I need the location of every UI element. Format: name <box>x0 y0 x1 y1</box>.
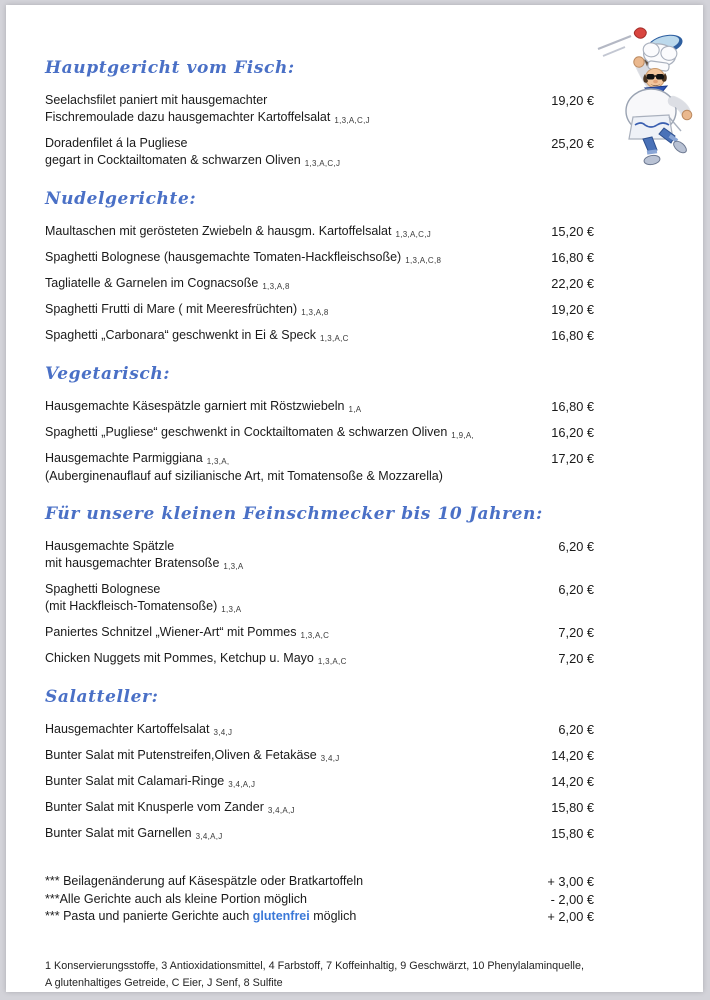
menu-item <box>45 249 594 267</box>
menu-item-line <box>45 468 539 485</box>
menu-item-lines <box>45 327 539 345</box>
allergen-codes: 1,3,A,C,J <box>395 230 432 239</box>
menu-item-line <box>45 424 539 442</box>
menu-item-price: 17,20 € <box>551 451 594 466</box>
legend-line-1: 1 Konservierungsstoffe, 3 Antioxidationsmittel, 4 Farbstoff, 7 Koffeinhaltig, 9 Geschwärzt, 10 Phenylalaminquelle, <box>45 959 584 972</box>
menu-item-price: 16,80 € <box>551 250 594 265</box>
menu-item <box>45 135 594 170</box>
note-text <box>45 908 356 926</box>
menu-item <box>45 747 594 765</box>
menu-item <box>45 773 594 791</box>
menu-page <box>6 5 703 992</box>
note-price: + 2,00 € <box>547 909 594 924</box>
menu-item-price: 6,20 € <box>558 539 594 554</box>
menu-item-lines <box>45 450 539 485</box>
menu-item-line <box>45 650 546 668</box>
menu-item-text: Bunter Salat mit Calamari-Ringe <box>45 774 225 788</box>
note-row <box>45 873 594 891</box>
menu-item-line <box>45 109 539 127</box>
section-title: Vegetarisch: <box>45 364 171 384</box>
allergen-codes: 3,4,A,J <box>228 780 256 789</box>
menu-item-text: (mit Hackfleisch-Tomatensoße) <box>45 599 218 613</box>
menu-section <box>45 57 594 170</box>
menu-item-price: 7,20 € <box>558 651 594 666</box>
menu-item-price: 19,20 € <box>551 93 594 108</box>
menu-item-price: 22,20 € <box>551 276 594 291</box>
menu-item-text: Bunter Salat mit Putenstreifen,Oliven & Fetakäse <box>45 748 317 762</box>
menu-section <box>45 503 594 668</box>
menu-item-text: Hausgemachte Parmiggiana <box>45 451 203 465</box>
menu-item <box>45 301 594 319</box>
allergen-codes: 1,3,A <box>223 562 244 571</box>
menu-item <box>45 424 594 442</box>
section-title: Hauptgericht vom Fisch: <box>45 58 295 78</box>
menu-item-line <box>45 773 539 791</box>
menu-item-line <box>45 450 539 468</box>
allergen-codes: 1,3,A,C,J <box>304 159 341 168</box>
menu-item-text: Spaghetti Bolognese <box>45 582 161 596</box>
motion-lines-icon <box>598 36 631 56</box>
menu-item-line <box>45 538 546 555</box>
menu-item-text: Spaghetti „Pugliese“ geschwenkt in Cocktailtomaten & schwarzen Oliven <box>45 425 448 439</box>
menu-item <box>45 450 594 485</box>
menu-item-lines <box>45 825 539 843</box>
note-row <box>45 891 594 909</box>
menu-item-line <box>45 327 539 345</box>
menu-item-line <box>45 301 539 319</box>
menu-item-lines <box>45 92 539 127</box>
menu-item <box>45 275 594 293</box>
allergen-codes: 3,4,A,J <box>267 806 295 815</box>
menu-item-lines <box>45 721 546 739</box>
allergen-codes: 3,4,J <box>213 728 233 737</box>
menu-item-lines <box>45 301 539 319</box>
allergen-codes: 1,9,A, <box>451 431 474 440</box>
flying-food-icon <box>634 28 646 38</box>
sneaker-icon <box>672 139 689 155</box>
menu-item-line <box>45 398 539 416</box>
chef-hand <box>634 57 644 67</box>
menu-item-price: 14,20 € <box>551 748 594 763</box>
note-price: + 3,00 € <box>547 874 594 889</box>
menu-item-lines <box>45 223 539 241</box>
menu-item-text: Fischremoulade dazu hausgemachter Kartoffelsalat <box>45 110 331 124</box>
menu-item-line <box>45 624 546 642</box>
allergen-codes: 3,4,A,J <box>195 832 223 841</box>
allergen-legend <box>45 958 594 992</box>
menu-item <box>45 799 594 817</box>
section-title: Salatteller: <box>45 687 159 707</box>
section-title: Für unsere kleinen Feinschmecker bis 10 Jahren: <box>45 504 543 524</box>
menu-item-text: Hausgemachte Spätzle <box>45 539 175 553</box>
allergen-codes: 1,3,A,C <box>317 657 347 666</box>
sneaker-icon <box>643 154 660 166</box>
menu-item-lines <box>45 275 539 293</box>
menu-item <box>45 538 594 573</box>
menu-item-text: Maultaschen mit gerösteten Zwiebeln & hausgm. Kartoffelsalat <box>45 224 392 238</box>
menu-item-price: 15,80 € <box>551 826 594 841</box>
menu-section <box>45 686 594 843</box>
menu-item <box>45 223 594 241</box>
section-title: Nudelgerichte: <box>45 189 197 209</box>
menu-item-text: Spaghetti Bolognese (hausgemachte Tomaten-Hackfleischsoße) <box>45 250 402 264</box>
menu-sections <box>45 57 594 843</box>
menu-item-line <box>45 249 539 267</box>
menu-item-line <box>45 275 539 293</box>
legend-line-2: A glutenhaltiges Getreide, C Eier, J Senf, 8 Sulfite <box>45 976 283 989</box>
menu-item-line <box>45 825 539 843</box>
note-text <box>45 891 307 909</box>
note-text <box>45 873 363 891</box>
menu-item-text: (Auberginenauflauf auf sizilianische Art, mit Tomatensoße & Mozzarella) <box>45 469 443 483</box>
menu-item-lines <box>45 538 546 573</box>
note-row <box>45 908 594 926</box>
menu-item-lines <box>45 398 539 416</box>
menu-section <box>45 188 594 345</box>
menu-item <box>45 581 594 616</box>
menu-item-price: 6,20 € <box>558 722 594 737</box>
menu-item-lines <box>45 624 546 642</box>
menu-item-text: Hausgemachte Käsespätzle garniert mit Röstzwiebeln <box>45 399 345 413</box>
menu-item-text: Seelachsfilet paniert mit hausgemachter <box>45 93 268 107</box>
menu-item-line <box>45 799 539 817</box>
menu-item-text: Spaghetti Frutti di Mare ( mit Meeresfrüchten) <box>45 302 298 316</box>
allergen-codes: 1,3,A,C <box>319 334 349 343</box>
menu-item-line <box>45 598 546 616</box>
menu-item <box>45 650 594 668</box>
allergen-codes: 1,3,A,8 <box>262 282 290 291</box>
menu-item <box>45 825 594 843</box>
menu-item-price: 7,20 € <box>558 625 594 640</box>
menu-item-lines <box>45 135 539 170</box>
menu-item-text: Bunter Salat mit Garnellen <box>45 826 192 840</box>
menu-item-text: Spaghetti „Carbonara“ geschwenkt in Ei & Speck <box>45 328 316 342</box>
menu-item-text: mit hausgemachter Bratensoße <box>45 556 220 570</box>
menu-item-price: 25,20 € <box>551 136 594 151</box>
allergen-codes: 3,4,J <box>320 754 340 763</box>
allergen-codes: 1,3,A,C,8 <box>405 256 442 265</box>
menu-item-line <box>45 92 539 109</box>
menu-item-lines <box>45 249 539 267</box>
menu-item-lines <box>45 799 539 817</box>
menu-item-text: Hausgemachter Kartoffelsalat <box>45 722 210 736</box>
menu-item-text: Tagliatelle & Garnelen im Cognacsoße <box>45 276 259 290</box>
note-text-before: *** Pasta und panierte Gerichte auch <box>45 909 253 923</box>
menu-item <box>45 721 594 739</box>
menu-item-line <box>45 223 539 241</box>
note-text-before: *** Beilagenänderung auf Käsespätzle oder Bratkartoffeln <box>45 874 364 888</box>
menu-item-lines <box>45 424 539 442</box>
menu-item-text: Chicken Nuggets mit Pommes, Ketchup u. Mayo <box>45 651 314 665</box>
menu-item-price: 6,20 € <box>558 582 594 597</box>
menu-item-price: 16,20 € <box>551 425 594 440</box>
menu-item <box>45 327 594 345</box>
menu-item-price: 16,80 € <box>551 399 594 414</box>
allergen-codes: 1,3,A,C <box>300 631 330 640</box>
menu-item-text: Paniertes Schnitzel „Wiener-Art“ mit Pommes <box>45 625 297 639</box>
allergen-codes: 1,3,A <box>221 605 242 614</box>
menu-item-line <box>45 581 546 598</box>
allergen-codes: 1,3,A,C,J <box>334 116 370 125</box>
menu-item-text: gegart in Cocktailtomaten & schwarzen Oliven <box>45 153 301 167</box>
menu-item-line <box>45 135 539 152</box>
allergen-codes: 1,3,A, <box>206 457 230 466</box>
note-text-after: möglich <box>309 909 357 923</box>
note-price: - 2,00 € <box>550 891 594 907</box>
menu-item-line <box>45 152 539 170</box>
menu-item <box>45 92 594 127</box>
menu-item-price: 15,80 € <box>551 800 594 815</box>
menu-item-lines <box>45 581 546 616</box>
menu-item-price: 19,20 € <box>551 302 594 317</box>
menu-item-price: 16,80 € <box>551 328 594 343</box>
menu-item-lines <box>45 773 539 791</box>
chef-illustration <box>595 19 703 169</box>
notes-block <box>45 873 594 926</box>
menu-item-price: 15,20 € <box>551 224 594 239</box>
menu-item-lines <box>45 650 546 668</box>
note-text-before: ***Alle Gerichte auch als kleine Portion möglich <box>45 891 307 906</box>
allergen-codes: 1,A <box>348 405 362 414</box>
note-highlight: glutenfrei <box>252 909 310 923</box>
menu-item <box>45 624 594 642</box>
menu-item-line <box>45 747 539 765</box>
menu-section <box>45 363 594 485</box>
menu-item-lines <box>45 747 539 765</box>
menu-item-line <box>45 721 546 739</box>
menu-item-line <box>45 555 546 573</box>
menu-item-text: Doradenfilet á la Pugliese <box>45 136 188 150</box>
allergen-codes: 1,3,A,8 <box>301 308 329 317</box>
menu-item-price: 14,20 € <box>551 774 594 789</box>
menu-item <box>45 398 594 416</box>
menu-item-text: Bunter Salat mit Knusperle vom Zander <box>45 800 264 814</box>
